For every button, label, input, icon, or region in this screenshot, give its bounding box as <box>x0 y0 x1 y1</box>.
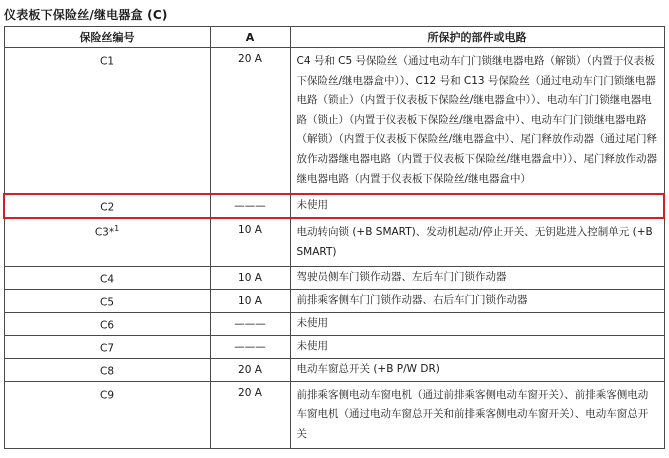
fuse-amperage: 10 A <box>210 218 290 266</box>
fuse-circuit: 未使用 <box>290 335 664 358</box>
fuse-amperage: ——— <box>210 312 290 335</box>
table-row-highlighted <box>4 194 664 218</box>
fuse-number: C4 <box>4 266 210 289</box>
fuse-circuit: C4 号和 C5 号保险丝（通过电动车门门锁继电器电路（解锁）（内置于仪表板下保险丝/继电器盒中））、C12 号和 C13 号保险丝（通过电动车门门锁继电器电路（锁止）（内置于仪表板下保险丝/继电器盒中））、电动车门门锁继电器电路（锁止）（内置于仪表板下保险丝/继电器盒中）、电动车门门锁继电器电路（解锁）（内置于仪表板下保险丝/继电器盒中）、尾门释放作动器（通过尾门释放作动器继电器电路（内置于仪表板下保险丝/继电器盒中））、尾门释放作动器继电器电路（内置于仪表板下保险丝/继电器盒中） <box>290 48 664 195</box>
table-row <box>4 381 664 448</box>
fuse-circuit: 未使用 <box>290 194 664 218</box>
header-amperage: A <box>210 27 290 48</box>
fuse-number: C9 <box>4 381 210 448</box>
header-fuse-number: 保险丝编号 <box>4 27 210 48</box>
table-row <box>4 335 664 358</box>
fuse-amperage: ——— <box>210 335 290 358</box>
table-row <box>4 312 664 335</box>
table-row <box>4 358 664 381</box>
fuse-number: C8 <box>4 358 210 381</box>
fuse-circuit: 前排乘客侧车门门锁作动器、右后车门门锁作动器 <box>290 289 664 312</box>
fuse-amperage: 20 A <box>210 48 290 195</box>
fuse-amperage: 20 A <box>210 358 290 381</box>
page-title: 仪表板下保险丝/继电器盒 (C) <box>4 8 168 22</box>
fuse-circuit: 驾驶员侧车门锁作动器、左后车门门锁作动器 <box>290 266 664 289</box>
table-row <box>4 218 664 266</box>
fuse-number: C2 <box>4 194 210 218</box>
table-row <box>4 289 664 312</box>
table-row <box>4 266 664 289</box>
fuse-number: C3*$^1$ <box>4 218 210 266</box>
fuse-amperage: ——— <box>210 194 290 218</box>
fuse-circuit: 前排乘客侧电动车窗电机（通过前排乘客侧电动车窗开关）、前排乘客侧电动车窗电机（通过电动车窗总开关和前排乘客侧电动车窗开关）、电动车窗总开关 <box>290 381 664 448</box>
fuse-circuit: 未使用 <box>290 312 664 335</box>
table-row <box>4 48 664 195</box>
fuse-circuit: 电动车窗总开关 (+B P/W DR) <box>290 358 664 381</box>
fuse-number: C7 <box>4 335 210 358</box>
fuse-amperage: 10 A <box>210 266 290 289</box>
fuse-table <box>3 26 665 449</box>
fuse-number: C1 <box>4 48 210 195</box>
fuse-amperage: 10 A <box>210 289 290 312</box>
header-protected-circuit: 所保护的部件或电路 <box>290 27 664 48</box>
fuse-circuit: 电动转向锁 (+B SMART)、发动机起动/停止开关、无钥匙进入控制单元 (+B SMART) <box>290 218 664 266</box>
table-header-row <box>4 27 664 48</box>
fuse-number: C5 <box>4 289 210 312</box>
fuse-amperage: 20 A <box>210 381 290 448</box>
fuse-number: C6 <box>4 312 210 335</box>
